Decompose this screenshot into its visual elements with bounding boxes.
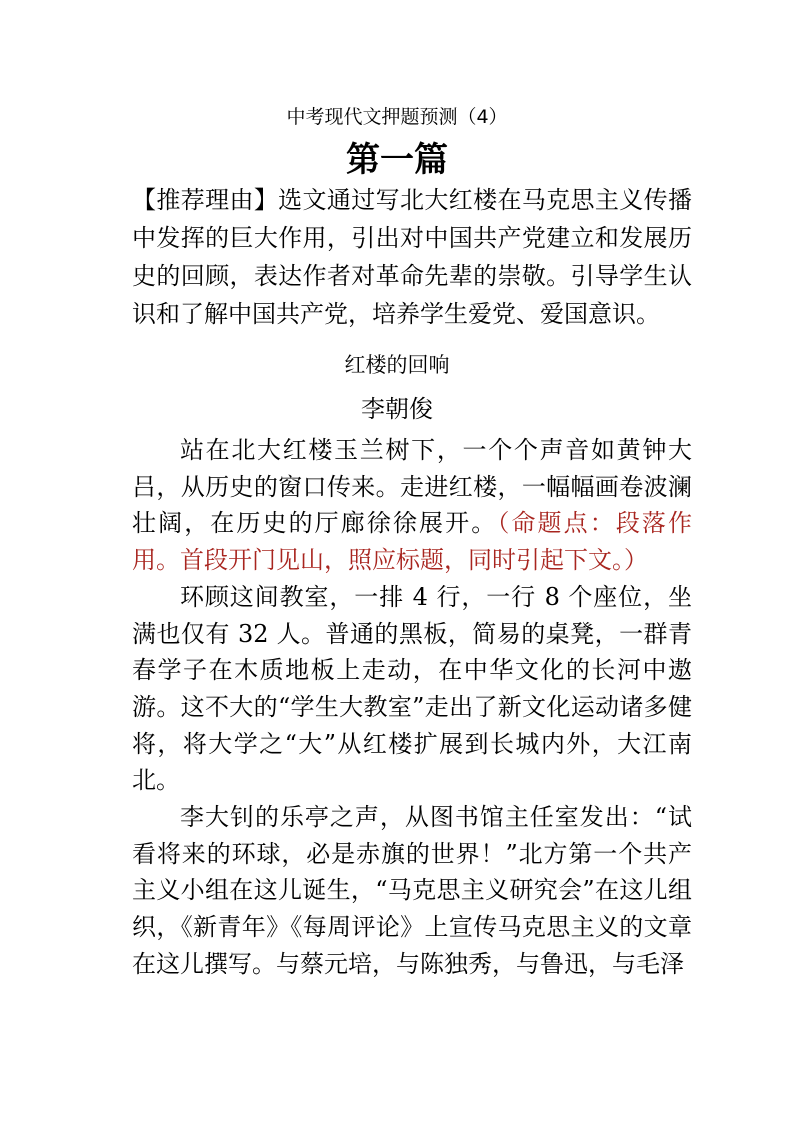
article-title: 红楼的回响: [344, 353, 450, 377]
paragraph-text: 站在北大红楼玉兰树下，一个个声音如黄钟大吕，从历史的窗口传来。走进红楼，一幅幅画卷波澜壮阔，在历史的厅廊徐徐展开。: [132, 436, 692, 538]
paragraph-text: 李大钊的乐亭之声，从图书馆主任室发出：“试看将来的环球，必是赤旗的世界！”北方第一个共产主义小组在这儿诞生，“马克思主义研究会”在这儿组织，《新青年》《每周评论》上宣传马克思主义的文章在这儿撰写。与蔡元培，与陈独秀，与鲁迅，与毛泽: [132, 803, 692, 978]
article-paragraph-3: [132, 799, 692, 983]
article-author: 李朝俊: [361, 395, 433, 423]
article-paragraph-1: [132, 432, 692, 579]
document-header-title: 中考现代文押题预测（4）: [286, 106, 508, 128]
chapter-title: 第一篇: [346, 140, 448, 180]
article-paragraph-2: [132, 579, 692, 799]
article-body: [132, 432, 692, 983]
recommendation-paragraph: 【推荐理由】选文通过写北大红楼在马克思主义传播中发挥的巨大作用，引出对中国共产党建立和发展历史的回顾，表达作者对革命先辈的崇敬。引导学生认识和了解中国共产党，培养学生爱党、爱国意识。: [132, 186, 692, 328]
paragraph-text: 环顾这间教室，一排 4 行，一行 8 个座位，坐满也仅有 32 人。普通的黑板，简易的桌凳，一群青春学子在木质地板上走动，在中华文化的长河中遨游。这不大的“学生大教室”走出了新文化运动诸多健将，将大学之“大”从红楼扩展到长城内外，大江南北。: [132, 582, 692, 795]
question-annotation: （命题点：段落作用。首段开门见山，照应标题，同时引起下文。）: [132, 509, 693, 575]
